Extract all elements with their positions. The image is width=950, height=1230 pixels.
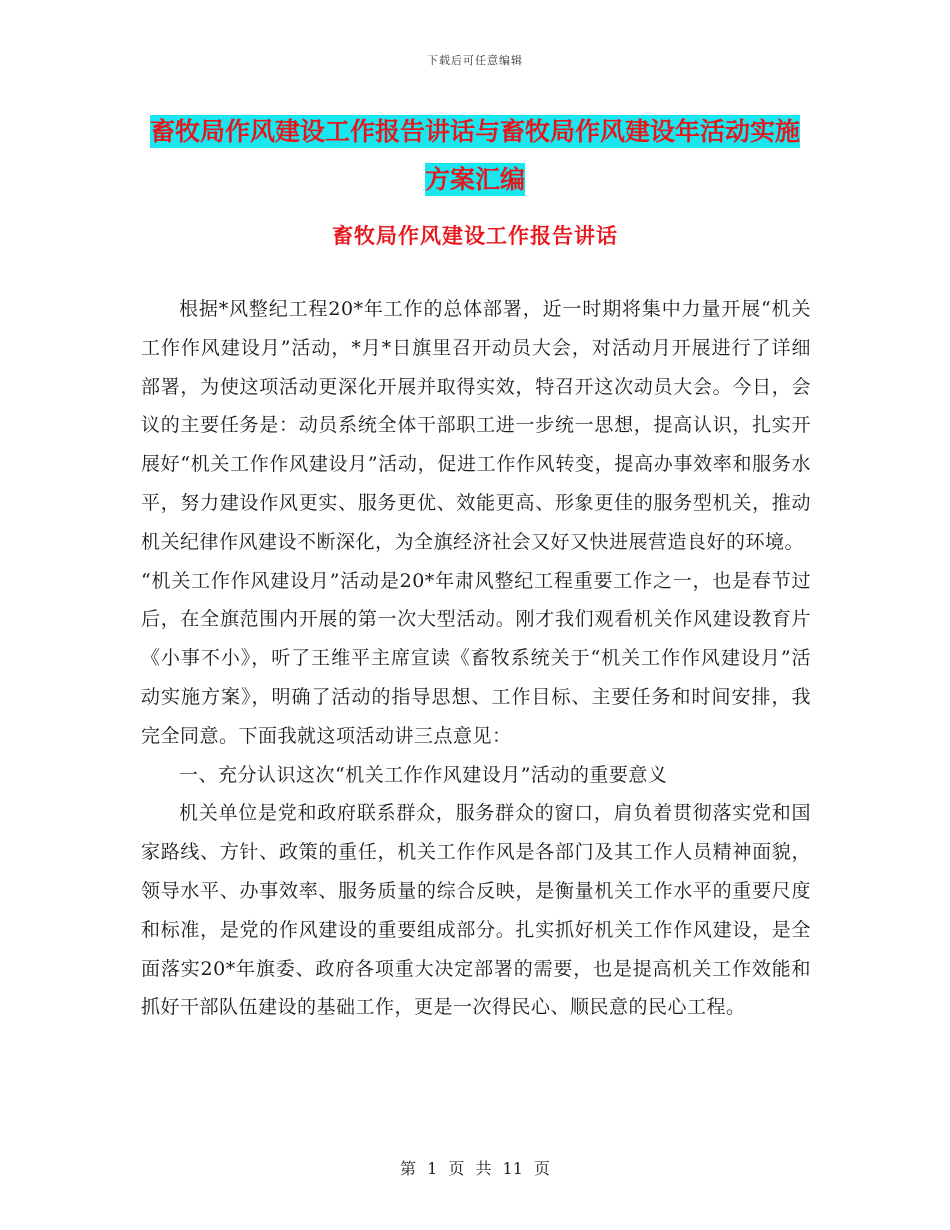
section-title: 畜牧局作风建设工作报告讲话 (332, 224, 618, 248)
paragraph-1: 根据*风整纪工程20*年工作的总体部署，近一时期将集中力量开展“机关工作作风建设月”活动，*月*日旗里召开动员大会，对活动月开展进行了详细部署，为使这项活动更深化开展并取得实效，特召开这次动员大会。今日，会议的主要任务是：动员系统全体干部职工进一步统一思想，提高认识，扎实开展好“机关工作作风建设月”活动，促进工作作风转变，提高办事效率和服务水平，努力建设作风更实、服务更优、效能更高、形象更佳的服务型机关，推动机关纪律作风建设不断深化，为全旗经济社会又好又快进展营造良好的环境。 (141, 298, 811, 553)
page-number-footer: 第 1 页 共 11 页 (400, 1159, 550, 1178)
paragraph-3: 机关单位是党和政府联系群众，服务群众的窗口，肩负着贯彻落实党和国家路线、方针、政策的重任，机关工作作风是各部门及其工作人员精神面貌，领导水平、办事效率、服务质量的综合反映，是衡量机关工作水平的重要尺度和标准，是党的作风建设的重要组成部分。扎实抓好机关工作作风建设，是全面落实20*年旗委、政府各项重大决定部署的需要，也是提高机关工作效能和抓好干部队伍建设的基础工作，更是一次得民心、顺民意的民心工程。 (141, 802, 811, 1019)
document-body (141, 290, 811, 1027)
page-header-note: 下载后可任意编辑 (427, 54, 523, 67)
document-title (140, 108, 810, 204)
paragraph-heading-1: 一、充分认识这次“机关工作作风建设月”活动的重要意义 (179, 763, 668, 786)
document-title-text: 畜牧局作风建设工作报告讲话与畜牧局作风建设年活动实施方案汇编 (149, 117, 800, 194)
paragraph-2: “机关工作作风建设月”活动是20*年肃风整纪工程重要工作之一，也是春节过后，在全旗范围内开展的第一次大型活动。刚才我们观看机关作风建设教育片《小事不小》，听了王维平主席宣读《畜牧系统关于“机关工作作风建设月”活动实施方案》，明确了活动的指导思想、工作目标、主要任务和时间安排，我完全同意。下面我就这项活动讲三点意见： (141, 569, 811, 747)
